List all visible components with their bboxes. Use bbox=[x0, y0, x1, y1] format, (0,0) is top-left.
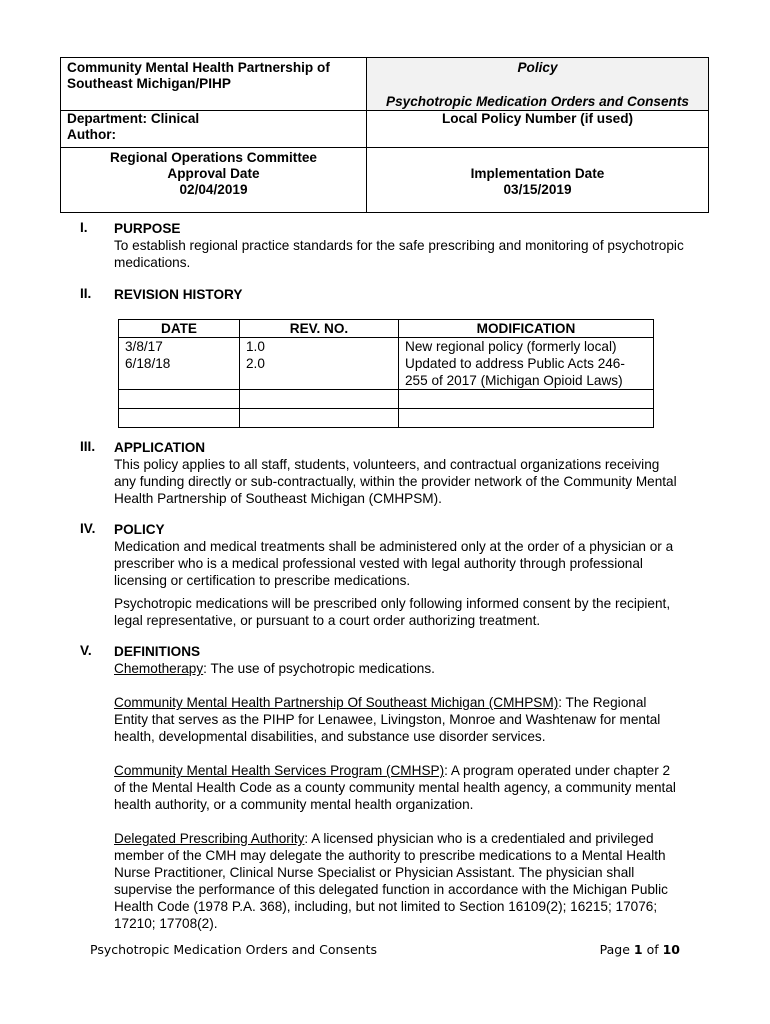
table-row-empty bbox=[119, 390, 654, 409]
page-of: of bbox=[642, 942, 663, 957]
implementation-cell bbox=[367, 148, 709, 213]
column-header-rev: REV. NO. bbox=[240, 320, 399, 338]
definition-term: Delegated Prescribing Authority bbox=[114, 831, 305, 846]
implementation-date-label: Implementation Date bbox=[470, 166, 605, 181]
section-heading: APPLICATION bbox=[114, 440, 206, 455]
definition-item bbox=[114, 694, 684, 745]
section-text: To establish regional practice standards for the safe prescribing and monitoring of psychotropic medications. bbox=[114, 238, 684, 270]
section-heading: REVISION HISTORY bbox=[114, 287, 243, 302]
page-prefix: Page bbox=[599, 942, 634, 957]
section-text: This policy applies to all staff, students, volunteers, and contractual organizations receiving any funding directly or sub-contractually, within the provider network of the Community Mental Health Partnership of Southeast Michigan (CMHPSM). bbox=[114, 457, 677, 506]
section-number: II. bbox=[80, 286, 92, 301]
definition-term: Chemotherapy bbox=[114, 661, 204, 676]
section-heading: DEFINITIONS bbox=[114, 644, 201, 659]
rev-modification: New regional policy (formerly local) bbox=[399, 338, 654, 356]
policy-title-cell bbox=[367, 58, 709, 111]
approval-date: 02/04/2019 bbox=[179, 182, 248, 197]
policy-label: Policy bbox=[517, 60, 558, 75]
definition-text: : The use of psychotropic medications. bbox=[203, 661, 435, 676]
definition-term: Community Mental Health Services Program (CMHSP) bbox=[114, 763, 445, 778]
approval-cell bbox=[61, 148, 367, 213]
department-author-cell bbox=[61, 111, 367, 148]
rev-number: 2.0 bbox=[240, 355, 399, 390]
policy-header-table bbox=[60, 57, 709, 213]
table-row bbox=[119, 338, 654, 356]
org-name: Community Mental Health Partnership of Southeast Michigan/PIHP bbox=[61, 58, 367, 111]
section-number: III. bbox=[80, 439, 96, 454]
section-number: IV. bbox=[80, 521, 96, 536]
column-header-date: DATE bbox=[119, 320, 240, 338]
definition-term: Community Mental Health Partnership Of Southeast Michigan (CMHPSM) bbox=[114, 695, 559, 710]
section-text: Medication and medical treatments shall be administered only at the order of a physician or a prescriber who is a medical professional vested with legal authority through professional licensing or certification to prescribe medications. bbox=[114, 539, 674, 588]
current-page: 1 bbox=[633, 942, 643, 957]
section-heading: POLICY bbox=[114, 522, 165, 537]
department: Department: Clinical bbox=[67, 111, 200, 126]
revision-table bbox=[118, 319, 654, 428]
author: Author: bbox=[67, 127, 117, 142]
section-text: Psychotropic medications will be prescribed only following informed consent by the recipient, legal representative, or pursuant to a court order authorizing treatment. bbox=[114, 596, 671, 628]
definition-item bbox=[114, 660, 684, 677]
definition-item bbox=[114, 762, 684, 813]
policy-title: Psychotropic Medication Orders and Consents bbox=[386, 94, 689, 109]
page-footer bbox=[90, 942, 690, 957]
footer-title: Psychotropic Medication Orders and Consents bbox=[90, 942, 378, 957]
rev-date: 6/18/18 bbox=[119, 355, 240, 390]
definition-text: : The Regional Entity that serves as the PIHP for Lenawee, Livingston, Monroe and Washtenaw for mental health, developmental disabilities, and substance use disorder services. bbox=[114, 695, 661, 744]
page-number bbox=[600, 942, 680, 957]
rev-number: 1.0 bbox=[240, 338, 399, 356]
table-row bbox=[119, 355, 654, 390]
section-heading: PURPOSE bbox=[114, 221, 181, 236]
table-row-empty bbox=[119, 409, 654, 428]
section-number: I. bbox=[80, 220, 88, 235]
section-number: V. bbox=[80, 643, 92, 658]
approval-date-label: Approval Date bbox=[167, 166, 260, 181]
column-header-modification: MODIFICATION bbox=[399, 320, 654, 338]
definition-text: : A program operated under chapter 2 of the Mental Health Code as a county community mental health agency, a community mental health authority, or a community mental health organization. bbox=[114, 763, 676, 812]
definition-item bbox=[114, 830, 684, 932]
rev-date: 3/8/17 bbox=[119, 338, 240, 356]
local-policy-number: Local Policy Number (if used) bbox=[367, 111, 709, 148]
approval-committee: Regional Operations Committee bbox=[110, 150, 317, 165]
total-pages: 10 bbox=[662, 942, 680, 957]
implementation-date: 03/15/2019 bbox=[503, 182, 572, 197]
definition-text: : A licensed physician who is a credentialed and privileged member of the CMH may delegate the authority to prescribe medications to a Mental Health Nurse Practitioner, Clinical Nurse Specialist or Physician Assistant. The physician shall supervise the performance of this delegated function in accordance with the Michigan Public Health Code (1978 P.A. 368), including, but not limited to Section 16109(2); 16215; 17076; 17210; 17708(2). bbox=[114, 831, 668, 931]
rev-modification: Updated to address Public Acts 246-255 of 2017 (Michigan Opioid Laws) bbox=[399, 355, 654, 390]
